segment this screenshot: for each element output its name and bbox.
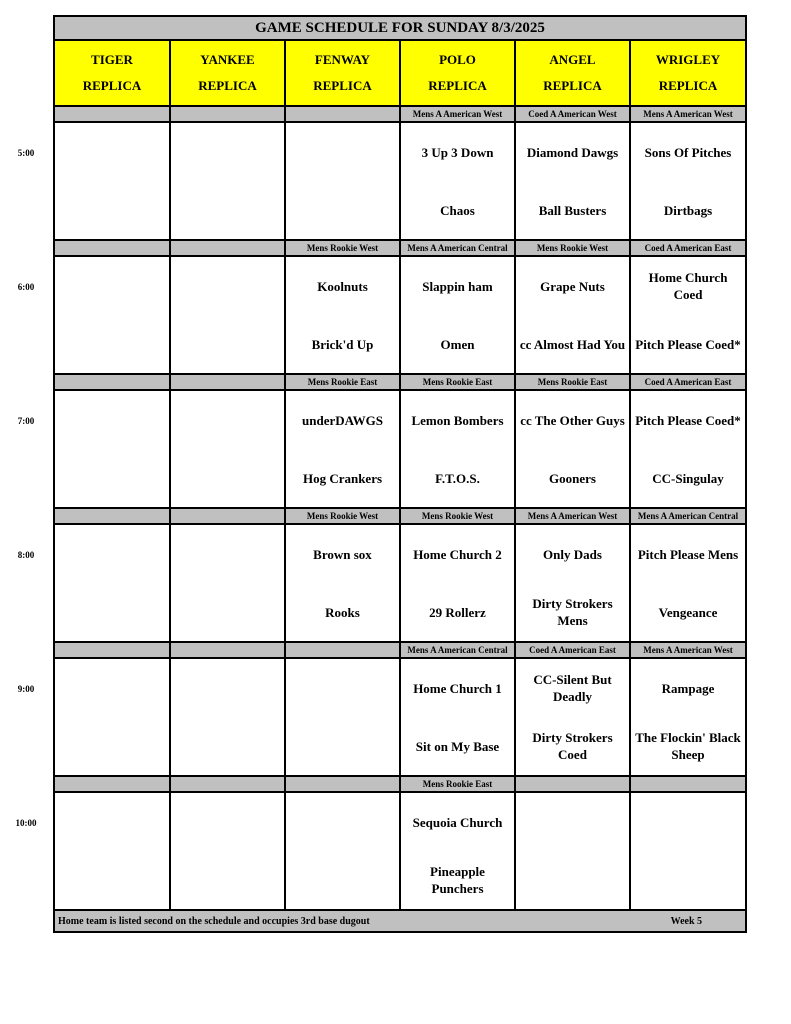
division-label: Mens A American Central — [630, 508, 746, 524]
time-label: 10:00 — [15, 818, 37, 828]
away-team: cc The Other Guys — [520, 412, 625, 428]
away-team: Sons Of Pitches — [644, 144, 732, 160]
division-row — [54, 374, 746, 390]
division-label: Mens Rookie East — [400, 374, 515, 390]
game-cell — [54, 524, 170, 642]
division-row — [54, 642, 746, 658]
away-team: CC-Silent But Deadly — [533, 672, 612, 704]
home-team: Dirty Strokers Coed — [532, 730, 613, 762]
time-label: 9:00 — [17, 684, 35, 694]
game-cell — [630, 122, 746, 240]
game-cell — [285, 792, 400, 910]
home-team: CC-Singulay — [652, 470, 724, 486]
game-cell — [515, 256, 630, 374]
division-label: Coed A American West — [515, 106, 630, 122]
away-team: Only Dads — [543, 546, 602, 562]
away-team: Diamond Dawgs — [526, 144, 619, 160]
field-header-5 — [630, 40, 746, 106]
field-header-2 — [285, 40, 400, 106]
away-team: Home Church 1 — [413, 680, 502, 696]
game-cell — [54, 792, 170, 910]
division-label — [54, 240, 170, 256]
division-label — [54, 374, 170, 390]
game-cell — [170, 658, 285, 776]
game-cell — [285, 122, 400, 240]
away-team: Rampage — [661, 680, 715, 696]
home-team: Pitch Please Coed* — [635, 336, 741, 352]
away-team: Pitch Please Mens — [637, 546, 739, 562]
division-label — [285, 776, 400, 792]
field-header-row — [54, 40, 746, 106]
away-team: Brown sox — [313, 546, 372, 562]
division-label — [630, 776, 746, 792]
division-label: Mens Rookie West — [515, 240, 630, 256]
title-row — [54, 16, 746, 40]
home-team: Pineapple Punchers — [430, 864, 485, 896]
division-label: Mens A American Central — [400, 642, 515, 658]
home-team: cc Almost Had You — [519, 336, 626, 352]
home-team: Vengeance — [658, 604, 718, 620]
division-label: Mens A American West — [515, 508, 630, 524]
away-team: Lemon Bombers — [411, 412, 504, 428]
game-cell — [400, 122, 515, 240]
game-cell — [170, 792, 285, 910]
footer-cell — [54, 910, 746, 932]
field-header-4 — [515, 40, 630, 106]
division-label: Mens Rookie West — [400, 508, 515, 524]
division-label: Mens Rookie East — [400, 776, 515, 792]
division-label — [54, 106, 170, 122]
away-team: Home Church 2 — [413, 546, 502, 562]
game-row — [54, 524, 746, 642]
time-label: 8:00 — [17, 550, 35, 560]
division-label — [170, 374, 285, 390]
field-header-0 — [54, 40, 170, 106]
game-cell — [630, 390, 746, 508]
division-label — [170, 508, 285, 524]
division-label — [54, 508, 170, 524]
home-team: Brick'd Up — [311, 336, 374, 352]
division-label: Coed A American East — [515, 642, 630, 658]
away-team: Koolnuts — [317, 278, 368, 294]
game-row — [54, 256, 746, 374]
field-name: WRIGLEY — [655, 52, 721, 67]
schedule-table — [53, 15, 747, 933]
field-subtitle: REPLICA — [82, 78, 142, 93]
field-name: POLO — [439, 52, 476, 67]
division-row — [54, 508, 746, 524]
division-label — [285, 642, 400, 658]
field-subtitle: REPLICA — [658, 78, 718, 93]
division-label: Mens Rookie West — [285, 508, 400, 524]
away-team: Pitch Please Coed* — [635, 412, 741, 428]
field-subtitle: REPLICA — [543, 78, 602, 93]
game-cell — [515, 658, 630, 776]
game-cell — [285, 524, 400, 642]
division-label — [515, 776, 630, 792]
away-team: 3 Up 3 Down — [421, 144, 494, 160]
game-cell — [515, 390, 630, 508]
game-cell — [630, 256, 746, 374]
game-cell — [400, 524, 515, 642]
home-team: 29 Rollerz — [429, 604, 486, 620]
game-cell — [285, 390, 400, 508]
game-cell — [400, 792, 515, 910]
field-header-1 — [170, 40, 285, 106]
home-team: Gooners — [549, 470, 596, 486]
field-subtitle: REPLICA — [313, 78, 372, 93]
division-label — [54, 642, 170, 658]
time-label: 6:00 — [17, 282, 35, 292]
division-label: Mens A American West — [630, 106, 746, 122]
game-cell — [170, 256, 285, 374]
division-row — [54, 106, 746, 122]
away-team: Grape Nuts — [540, 278, 605, 294]
division-label: Coed A American East — [630, 240, 746, 256]
game-cell — [54, 256, 170, 374]
home-team: Ball Busters — [538, 202, 607, 218]
game-cell — [170, 390, 285, 508]
game-cell — [515, 122, 630, 240]
division-label: Coed A American East — [630, 374, 746, 390]
game-cell — [285, 256, 400, 374]
field-name: YANKEE — [200, 52, 255, 67]
time-label: 5:00 — [17, 148, 35, 158]
home-team: Sit on My Base — [415, 738, 500, 754]
game-row — [54, 390, 746, 508]
home-team: Hog Crankers — [302, 470, 383, 486]
time-label: 7:00 — [17, 416, 35, 426]
away-team: Sequoia Church — [412, 814, 503, 830]
field-subtitle: REPLICA — [428, 78, 487, 93]
game-cell — [285, 658, 400, 776]
away-team: Home Church Coed — [648, 270, 728, 302]
game-cell — [400, 390, 515, 508]
game-cell — [630, 792, 746, 910]
field-name: TIGER — [91, 52, 133, 67]
game-cell — [630, 524, 746, 642]
game-row — [54, 792, 746, 910]
home-team: Chaos — [440, 202, 475, 218]
division-row — [54, 776, 746, 792]
division-label — [170, 106, 285, 122]
away-team: underDAWGS — [302, 412, 383, 428]
division-label: Mens Rookie West — [285, 240, 400, 256]
division-label: Mens A American West — [400, 106, 515, 122]
schedule-sheet — [53, 15, 745, 933]
footer-row — [54, 910, 746, 932]
game-cell — [400, 256, 515, 374]
home-team: Dirty Strokers Mens — [532, 596, 613, 628]
home-team: F.T.O.S. — [435, 470, 480, 486]
game-cell — [170, 122, 285, 240]
game-cell — [630, 658, 746, 776]
home-team: The Flockin' Black Sheep — [635, 730, 741, 762]
game-cell — [54, 122, 170, 240]
game-cell — [400, 658, 515, 776]
game-cell — [515, 524, 630, 642]
division-label: Mens A American West — [630, 642, 746, 658]
game-row — [54, 658, 746, 776]
field-name: ANGEL — [549, 52, 596, 67]
footer-note: Home team is listed second on the schedule and occupies 3rd base dugout — [58, 915, 370, 927]
field-subtitle: REPLICA — [198, 78, 257, 93]
home-team: Dirtbags — [663, 202, 713, 218]
week-label: Week 5 — [670, 915, 703, 927]
field-header-3 — [400, 40, 515, 106]
division-label: Mens A American Central — [400, 240, 515, 256]
division-label: Mens Rookie East — [285, 374, 400, 390]
home-team: Omen — [440, 336, 475, 352]
field-name: FENWAY — [314, 52, 371, 67]
game-row — [54, 122, 746, 240]
home-team: Rooks — [325, 604, 360, 620]
division-label: Mens Rookie East — [515, 374, 630, 390]
division-label — [170, 642, 285, 658]
away-team: Slappin ham — [422, 278, 493, 294]
division-label — [170, 240, 285, 256]
division-label — [285, 106, 400, 122]
game-cell — [54, 658, 170, 776]
division-label — [54, 776, 170, 792]
division-row — [54, 240, 746, 256]
game-cell — [170, 524, 285, 642]
game-cell — [515, 792, 630, 910]
game-cell — [54, 390, 170, 508]
schedule-title: GAME SCHEDULE FOR SUNDAY 8/3/2025 — [54, 16, 746, 40]
division-label — [170, 776, 285, 792]
